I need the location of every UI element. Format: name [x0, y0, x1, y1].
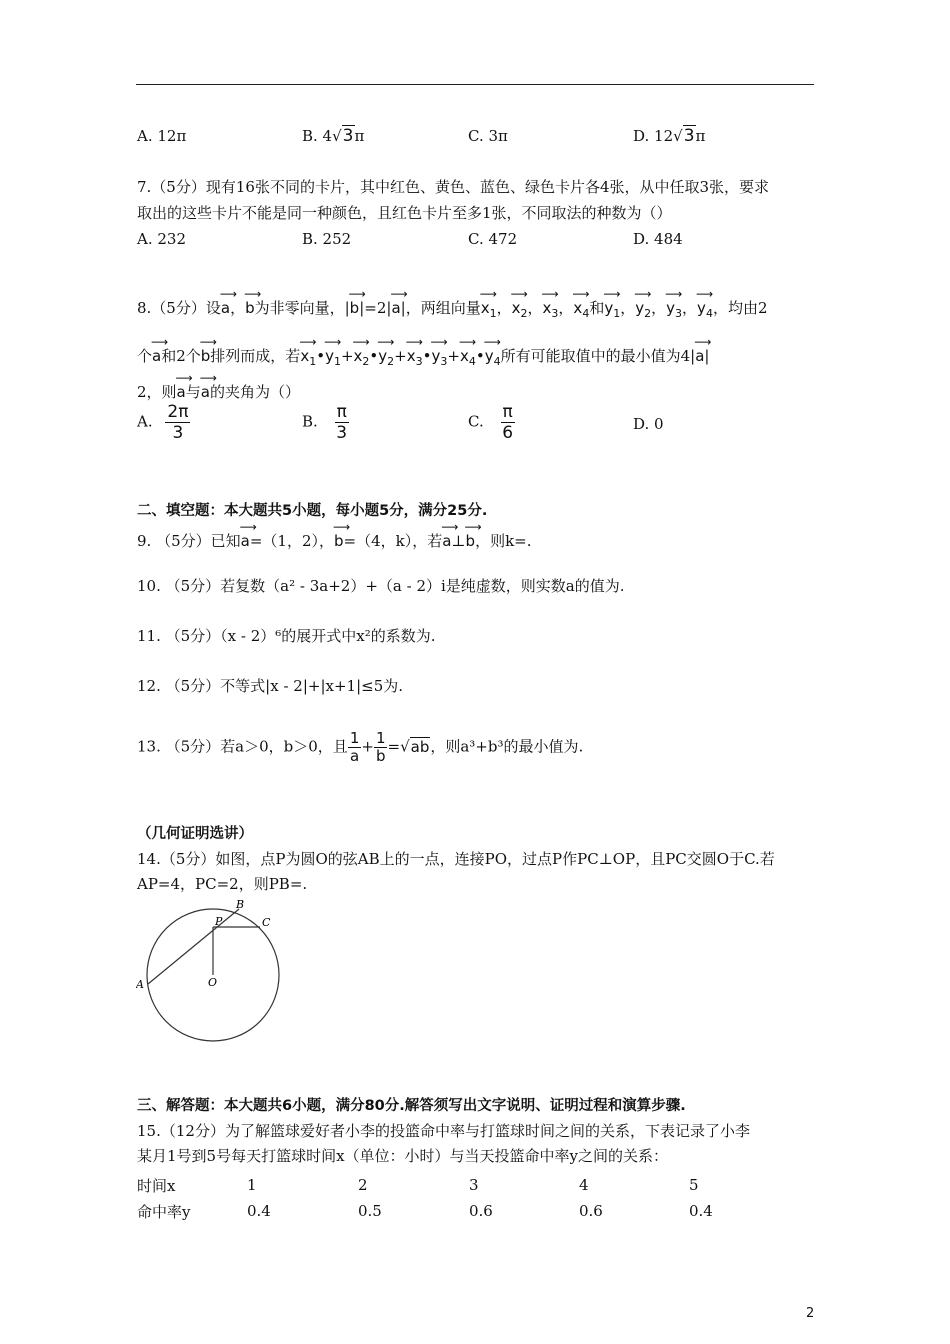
vector-b: ⟶ b: [334, 525, 344, 551]
chord-ab: [148, 909, 239, 984]
fraction-1-over-a: [348, 730, 362, 765]
vector-x1: ⟶ $x_1$: [481, 292, 497, 324]
table-cell: 3: [469, 1176, 479, 1194]
vector-y2: ⟶ $y_2$: [378, 340, 394, 372]
label-c: C: [262, 916, 271, 929]
q8-text: 排列而成，若: [210, 347, 301, 365]
q8-text: 2，则: [137, 383, 177, 401]
q8-text: 8.（5分）设: [137, 299, 221, 317]
vector-x2: ⟶ $x_2$: [512, 292, 528, 324]
q6-option-c: C. 3π: [468, 127, 508, 145]
vector-x4: ⟶ $x_4$: [460, 340, 476, 372]
numerator: 2π: [167, 402, 189, 422]
q8-option-c-fraction: [501, 402, 515, 443]
q8-option-a-fraction: [165, 402, 190, 443]
q6-option-b-pi: π: [354, 127, 365, 145]
q6-option-d-radicand: 3: [683, 126, 695, 146]
q8-text: 与: [185, 383, 201, 401]
q8-text: |，两组向量: [400, 299, 481, 317]
q11: 11. （5分）（x - 2）⁶的展开式中x²的系数为.: [137, 627, 436, 645]
header-rule: [136, 84, 814, 85]
data-table: [137, 1172, 749, 1224]
radicand: ab: [410, 737, 430, 756]
q8-line-2: 个⟶ a和2个⟶ b排列而成，若⟶ $x_1•⟶$ $y_1+⟶$ $x_2•⟶$ $y_2+⟶$ $x_3•⟶$ $y_3+⟶$ $x_4•⟶$ $y_4$所有可能取值中的最小值为4|⟶ a|: [137, 340, 709, 372]
q13-text: =: [387, 737, 401, 756]
q8-text: 为非零向量，|: [254, 299, 350, 317]
q13-text: ，则a³+b³的最小值为.: [430, 737, 584, 756]
label-b: B: [236, 898, 245, 911]
vector-y3: ⟶ $y_3$: [432, 340, 448, 372]
q7-line-1: 7.（5分）现有16张不同的卡片，其中红色、黄色、蓝色、绿色卡片各4张，从中任取3张，要求: [137, 178, 770, 196]
vector-a: ⟶ a: [695, 340, 704, 366]
q6-option-d: [633, 126, 705, 146]
vector-x3: ⟶ $x_3$: [543, 292, 559, 324]
vector-x1: ⟶ $x_1$: [300, 340, 316, 372]
vector-x3: ⟶ $x_3$: [407, 340, 423, 372]
fraction-1-over-b: [374, 730, 388, 765]
q14-line-1: 14.（5分）如图，点P为圆O的弦AB上的一点，连接PO，过点P作PC⊥OP，且PC交圆O于C.若: [137, 850, 775, 868]
table-cell: 2: [358, 1176, 368, 1194]
denominator: 6: [502, 423, 514, 443]
vector-y1: ⟶ $y_1$: [604, 292, 620, 324]
label-a: A: [136, 978, 144, 991]
q8-option-b-fraction: [335, 402, 349, 443]
q9-text: ⊥: [451, 532, 466, 550]
q15-line-1: 15.（12分）为了解篮球爱好者小李的投篮命中率与打篮球时间之间的关系，下表记录了小李: [137, 1122, 750, 1140]
vector-y4: ⟶ $y_4$: [697, 292, 713, 324]
sqrt-ab: √ab: [400, 737, 430, 756]
q8-option-c: [468, 402, 515, 443]
q7-option-b: B. 252: [302, 230, 352, 248]
vector-a: ⟶ a: [201, 376, 210, 402]
vector-y1: ⟶ $y_1$: [325, 340, 341, 372]
numerator: 1: [349, 729, 360, 747]
table-cell: 0.6: [469, 1202, 493, 1220]
q9: [137, 525, 532, 551]
vector-b: ⟶ b: [466, 525, 476, 551]
table-row: [137, 1172, 749, 1198]
table-cell: 1: [247, 1176, 257, 1194]
q8-text: |=2|: [359, 299, 392, 317]
q7-line-2: 取出的这些卡片不能是同一种颜色，且红色卡片至多1张，不同取法的种数为（）: [137, 204, 672, 222]
q8-option-b: [302, 402, 349, 443]
vector-a: ⟶ a: [391, 292, 400, 318]
q9-text: 9. （5分）已知: [137, 532, 241, 550]
denominator: 3: [336, 423, 348, 443]
q8-text: 和2个: [161, 347, 201, 365]
q6-option-b: [302, 126, 364, 146]
section-3-heading: 三、解答题：本大题共6小题，满分80分.解答须写出文字说明、证明过程和演算步骤.: [137, 1098, 686, 1114]
vector-b: ⟶ b: [245, 292, 255, 318]
q6-option-d-pi: π: [695, 127, 706, 145]
q13: 13. （5分）若a＞0，b＞0，且 $\frac{1}{a}$ + $\frac{1}{b}$ =√ab，则a³+b³的最小值为.: [137, 729, 584, 765]
q6-option-d-coef: D. 12: [633, 127, 674, 145]
q7-option-d: D. 484: [633, 230, 683, 248]
denominator: a: [349, 747, 360, 765]
section-2-heading: 二、填空题：本大题共5小题，每小题5分，满分25分.: [137, 503, 488, 519]
vector-x4: ⟶ $x_4$: [573, 292, 589, 324]
q14-line-2: AP=4，PC=2，则PB=.: [137, 875, 308, 893]
q10: 10. （5分）若复数（a² - 3a+2）+（a - 2）i是纯虚数，则实数a的值为.: [137, 577, 625, 595]
page-number: 2: [806, 1306, 815, 1321]
table-cell: 0.5: [358, 1202, 382, 1220]
table-row: [137, 1198, 749, 1224]
geometry-section-heading: （几何证明选讲）: [137, 826, 253, 842]
table-cell: 5: [689, 1176, 699, 1194]
table-cell: 时间x: [137, 1176, 176, 1195]
table-cell: 0.4: [689, 1202, 713, 1220]
circle-figure: [136, 896, 286, 1046]
vector-b: ⟶ b: [201, 340, 211, 366]
q8-line-1: 8.（5分）设⟶ a，⟶ b为非零向量，|⟶ b|=2|⟶ a|，两组向量⟶ $x_1$，⟶ $x_2$，⟶ $x_3$，⟶ $x_4$和⟶ $y_1$，⟶ $y_2$，⟶ $y_3$，⟶ $y_4$，均由2: [137, 292, 767, 324]
q8-option-d: D. 0: [633, 415, 664, 433]
vector-b: ⟶ b: [350, 292, 360, 318]
q12: 12. （5分）不等式|x - 2|+|x+1|≤5为.: [137, 677, 404, 695]
label-p: P: [215, 915, 223, 928]
table-cell: 0.4: [247, 1202, 271, 1220]
numerator: π: [502, 402, 513, 422]
q6-option-b-radicand: 3: [342, 126, 354, 146]
q8-text: 的夹角为（）: [209, 383, 300, 401]
q15-line-2: 某月1号到5号每天打篮球时间x（单位：小时）与当天投篮命中率y之间的关系：: [137, 1147, 669, 1165]
label-o: O: [208, 976, 218, 989]
q8-text: ，均由2: [712, 299, 768, 317]
q8-text: 个: [137, 347, 153, 365]
numerator: 1: [375, 729, 386, 747]
denominator: 3: [172, 423, 184, 443]
vector-a: ⟶ a: [442, 525, 451, 551]
q9-text: ，则k=.: [475, 532, 532, 550]
q8-line-3: [137, 376, 300, 402]
vector-a: ⟶ a: [152, 340, 161, 366]
table-cell: 命中率y: [137, 1202, 191, 1221]
q6-option-d-sqrt: √3: [673, 126, 695, 146]
q8-text: 和: [589, 299, 605, 317]
vector-y4: ⟶ $y_4$: [485, 340, 501, 372]
table-cell: 4: [579, 1176, 589, 1194]
vector-x2: ⟶ $x_2$: [354, 340, 370, 372]
vector-a: ⟶ a: [177, 376, 186, 402]
q8-option-a: [137, 402, 190, 443]
q7-option-a: A. 232: [137, 230, 186, 248]
q6-option-b-sqrt: √3: [332, 126, 354, 146]
q9-text: =（1，2），: [249, 532, 334, 550]
vector-a: ⟶ a: [241, 525, 250, 551]
numerator: π: [336, 402, 347, 422]
q8-text: 所有可能取值中的最小值为4|: [500, 347, 696, 365]
vector-y3: ⟶ $y_3$: [666, 292, 682, 324]
q7-option-c: C. 472: [468, 230, 518, 248]
vector-a: ⟶ a: [221, 292, 230, 318]
vector-y2: ⟶ $y_2$: [635, 292, 651, 324]
q13-text: 13. （5分）若a＞0，b＞0，且: [137, 737, 348, 756]
q8-option-a-label: A.: [137, 412, 153, 431]
q9-text: =（4，k），若: [343, 532, 443, 550]
table-cell: 0.6: [579, 1202, 603, 1220]
denominator: b: [375, 747, 386, 765]
q6-option-b-coef: B. 4: [302, 127, 333, 145]
q8-option-b-label: B.: [302, 412, 318, 431]
q8-option-c-label: C.: [468, 412, 484, 431]
q6-option-a: A. 12π: [137, 127, 187, 145]
